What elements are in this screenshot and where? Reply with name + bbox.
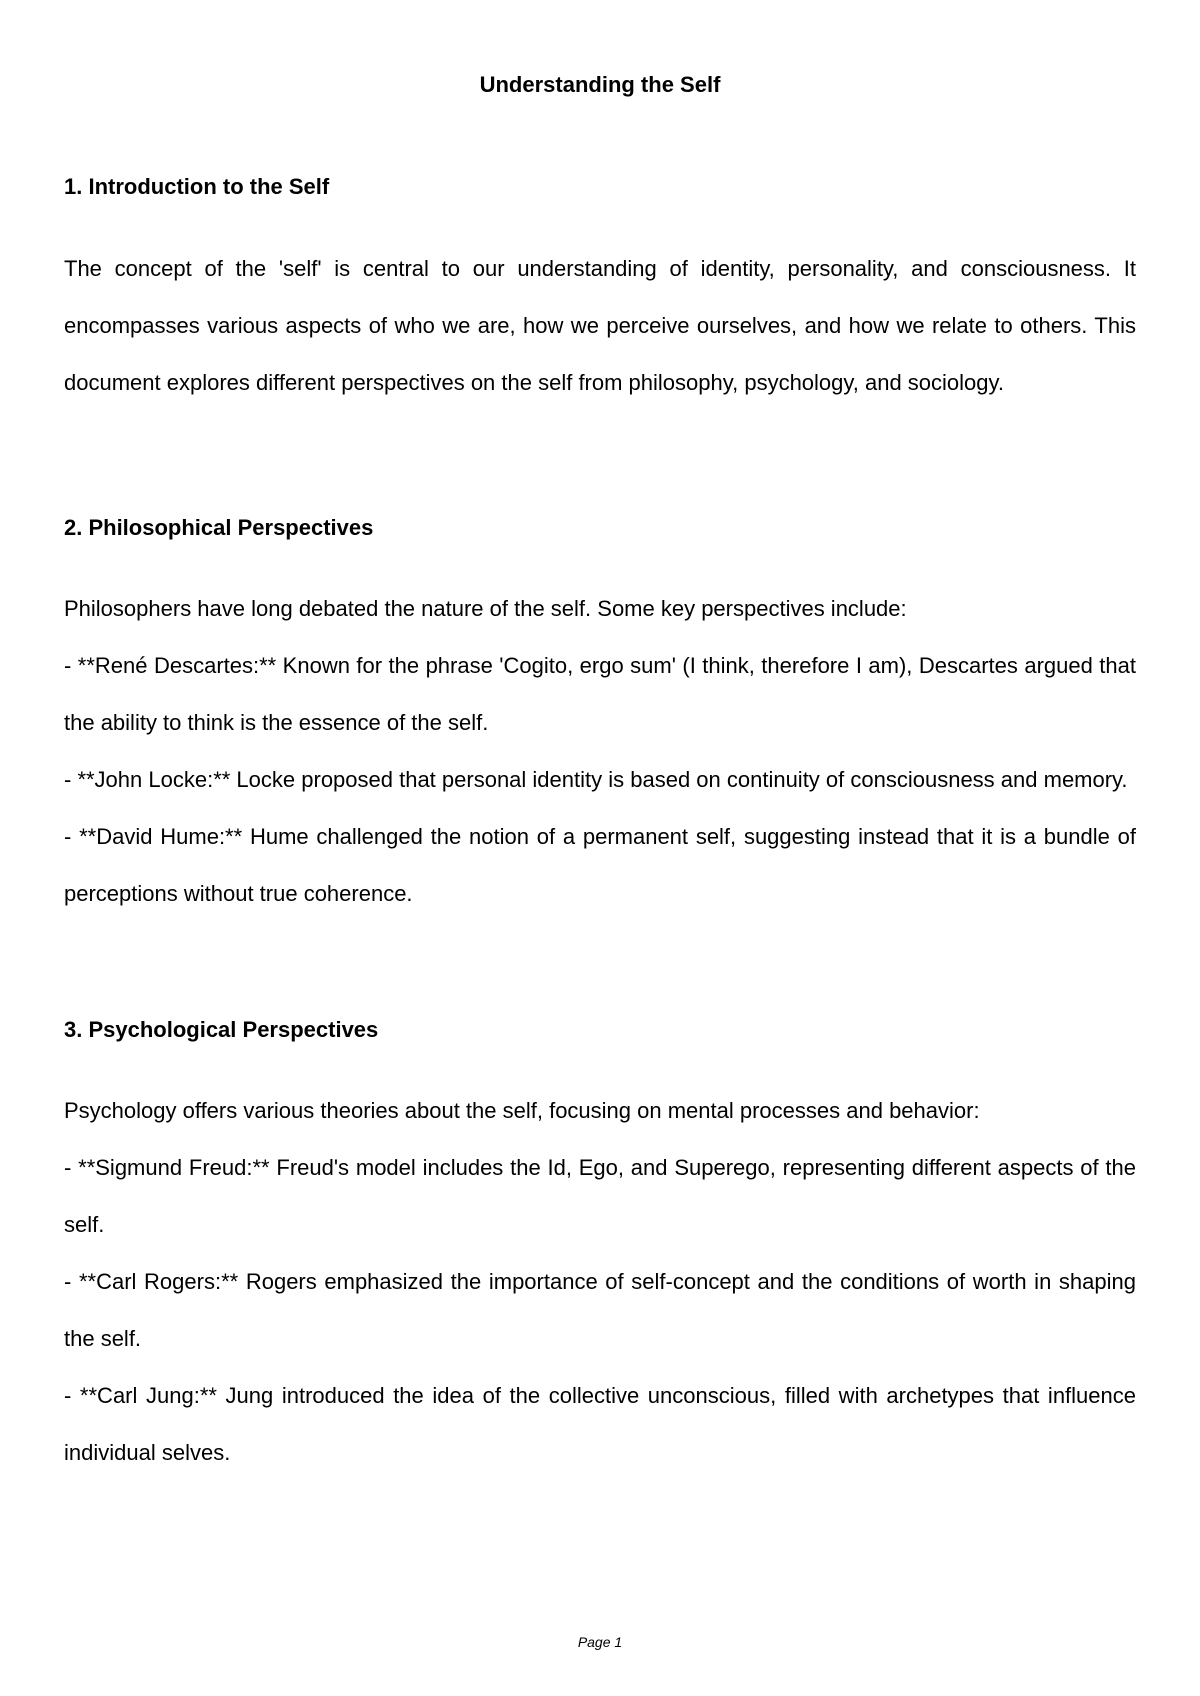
list-item: - **René Descartes:** Known for the phrase 'Cogito, ergo sum' (I think, therefore I am), Descartes argued that the ability to think is the essence of the self. (64, 653, 1136, 735)
section-body-philosophical (64, 580, 1136, 922)
section-heading-psychological: 3. Psychological Perspectives (64, 1017, 379, 1042)
list-item: - **John Locke:** Locke proposed that personal identity is based on continuity of consciousness and memory. (64, 767, 1128, 792)
section-body-introduction (64, 240, 1136, 411)
section-body-psychological (64, 1082, 1136, 1481)
list-item: - **David Hume:** Hume challenged the notion of a permanent self, suggesting instead that it is a bundle of perceptions without true coherence. (64, 824, 1136, 906)
list-item: - **Carl Rogers:** Rogers emphasized the importance of self-concept and the conditions of worth in shaping the self. (64, 1269, 1136, 1351)
paragraph: Psychology offers various theories about the self, focusing on mental processes and behavior: (64, 1098, 980, 1123)
page-number: Page 1 (577, 1634, 623, 1650)
list-item: - **Carl Jung:** Jung introduced the idea of the collective unconscious, filled with archetypes that influence individual selves. (64, 1383, 1136, 1465)
list-item: - **Sigmund Freud:** Freud's model includes the Id, Ego, and Superego, representing different aspects of the self. (64, 1155, 1136, 1237)
paragraph: Philosophers have long debated the nature of the self. Some key perspectives include: (64, 596, 907, 621)
document-title: Understanding the Self (479, 72, 721, 97)
section-heading-philosophical: 2. Philosophical Perspectives (64, 515, 374, 540)
paragraph: The concept of the 'self' is central to our understanding of identity, personality, and consciousness. It encompasses various aspects of who we are, how we perceive ourselves, and how we relate to others. This document explores different perspectives on the self from philosophy, psychology, and sociology. (64, 256, 1136, 395)
section-heading-introduction: 1. Introduction to the Self (64, 174, 330, 199)
